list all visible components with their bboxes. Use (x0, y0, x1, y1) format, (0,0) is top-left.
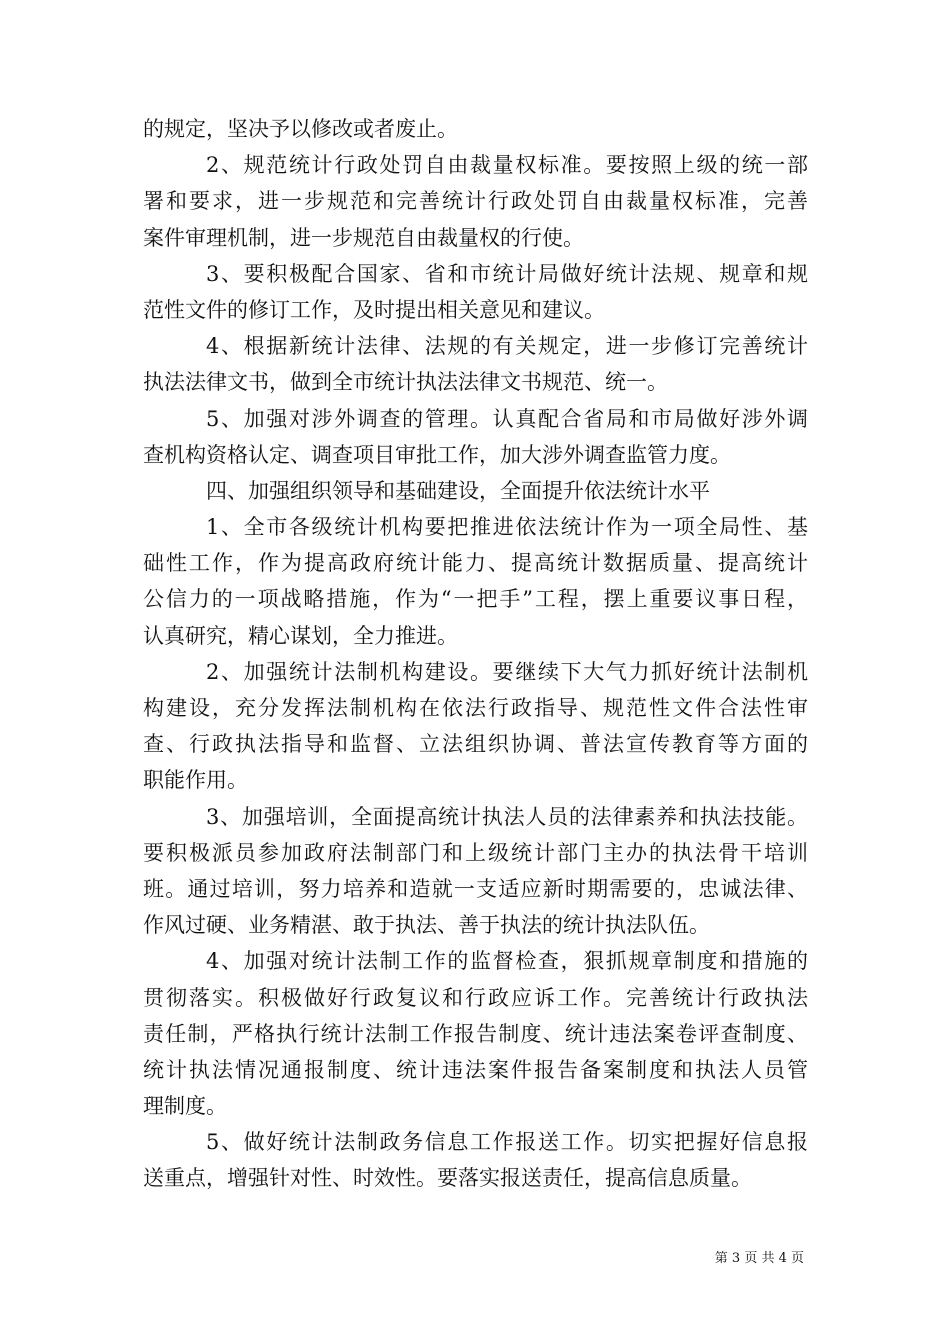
section-heading: 四、加强组织领导和基础建设，全面提升依法统计水平 (206, 478, 710, 503)
paragraph-item-4-legal-documents (143, 328, 808, 400)
text-line: 执法法律文书，做到全市统计执法法律文书规范、统一。 (143, 370, 668, 395)
page-number: 第 3 页 共 4 页 (714, 1251, 804, 1266)
text-line: 作风过硬、业务精湛、敢于执法、善于执法的统计执法队伍。 (143, 913, 710, 938)
section-heading-four (143, 473, 808, 509)
text-line: 5、加强对涉外调查的管理。认真配合省局和市局做好涉外调 (206, 406, 808, 431)
paragraph-item-3-regulation-revision (143, 256, 808, 328)
paragraph-item-2-legal-institution (143, 654, 808, 799)
text-line: 责任制，严格执行统计法制工作报告制度、统计违法案卷评查制度、 (143, 1021, 808, 1046)
text-line: 2、规范统计行政处罚自由裁量权标准。要按照上级的统一部 (206, 153, 808, 178)
paragraph-item-5-information-reporting (143, 1124, 808, 1196)
paragraph-continuation (143, 111, 808, 147)
paragraph-item-2-discretion-standard (143, 147, 808, 256)
text-line: 构建设，充分发挥法制机构在依法行政指导、规范性文件合法性审 (143, 696, 808, 720)
text-line: 认真研究，精心谋划，全力推进。 (143, 623, 458, 648)
text-line: 的规定，坚决予以修改或者废止。 (143, 117, 458, 141)
paragraph-item-4-supervision (143, 943, 808, 1124)
text-line: 公信力的一项战略措施，作为“一把手”工程，摆上重要议事日程， (143, 587, 808, 612)
text-line: 要积极派员参加政府法制部门和上级统计部门主办的执法骨干培训 (143, 840, 808, 865)
text-line: 1、全市各级统计机构要把推进依法统计作为一项全局性、基 (206, 515, 808, 540)
document-body (143, 111, 808, 1197)
text-line: 查、行政执法指导和监督、立法组织协调、普法宣传教育等方面的 (143, 732, 808, 757)
text-line: 送重点，增强针对性、时效性。要落实报送责任，提高信息质量。 (143, 1166, 752, 1191)
text-line: 4、加强对统计法制工作的监督检查，狠抓规章制度和措施的 (206, 949, 808, 974)
text-line: 3、要积极配合国家、省和市统计局做好统计法规、规章和规 (206, 261, 808, 286)
text-line: 范性文件的修订工作，及时提出相关意见和建议。 (143, 297, 605, 322)
text-line: 5、做好统计法制政务信息工作报送工作。切实把握好信息报 (206, 1130, 808, 1155)
text-line: 统计执法情况通报制度、统计违法案件报告备案制度和执法人员管 (143, 1057, 808, 1082)
text-line: 案件审理机制，进一步规范自由裁量权的行使。 (143, 225, 584, 250)
paragraph-item-1-leadership (143, 509, 808, 654)
text-line: 署和要求，进一步规范和完善统计行政处罚自由裁量权标准，完善 (143, 189, 808, 214)
paragraph-item-3-training (143, 799, 808, 944)
text-line: 查机构资格认定、调查项目审批工作，加大涉外调查监管力度。 (143, 442, 731, 467)
text-line: 职能作用。 (143, 768, 248, 793)
text-line: 4、根据新统计法律、法规的有关规定，进一步修订完善统计 (206, 334, 808, 359)
text-line: 础性工作，作为提高政府统计能力、提高统计数据质量、提高统计 (143, 551, 808, 576)
text-line: 贯彻落实。积极做好行政复议和行政应诉工作。完善统计行政执法 (143, 985, 808, 1010)
paragraph-item-5-foreign-surveys (143, 401, 808, 473)
text-line: 3、加强培训，全面提高统计执法人员的法律素养和执法技能。 (206, 804, 808, 829)
text-line: 班。通过培训，努力培养和造就一支适应新时期需要的，忠诚法律、 (143, 876, 808, 901)
text-line: 2、加强统计法制机构建设。要继续下大气力抓好统计法制机 (206, 659, 808, 684)
text-line: 理制度。 (143, 1094, 227, 1119)
